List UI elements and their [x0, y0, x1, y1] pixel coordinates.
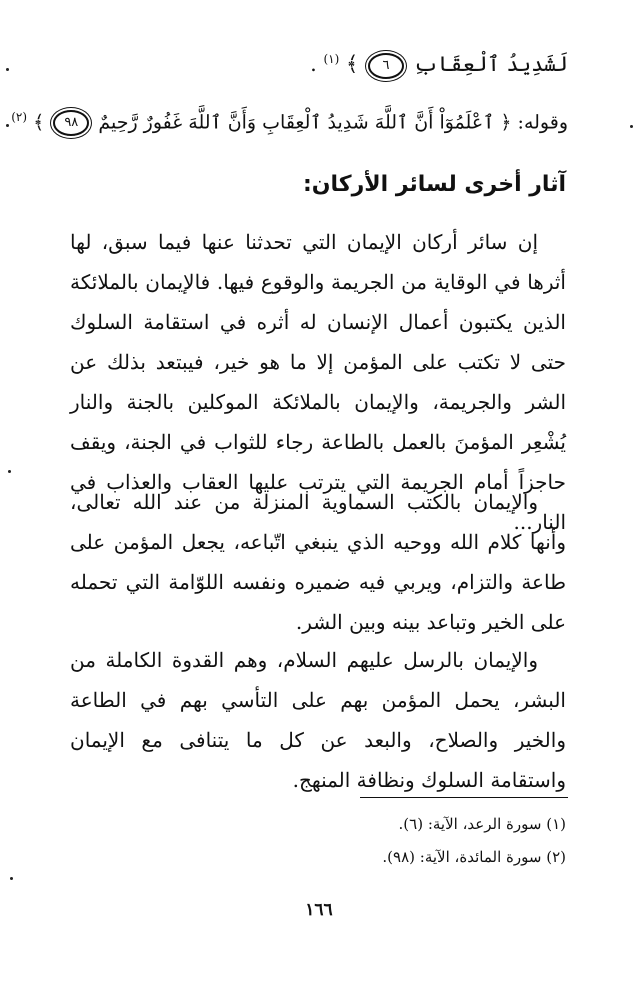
- quran-verse-line-2: [11, 110, 568, 136]
- section-heading: آثار أخرى لسائر الأركان:: [302, 172, 566, 197]
- verse-intro: وقوله:: [517, 111, 568, 134]
- scan-speck: [630, 125, 633, 128]
- scan-speck: [6, 124, 9, 127]
- scan-speck: [10, 877, 13, 880]
- footnote-separator: [360, 797, 568, 798]
- page-number: ١٦٦: [305, 900, 333, 920]
- aya-number-badge: ٦: [368, 53, 404, 79]
- paragraph-text: والإيمان بالرسل عليهم السلام، وهم القدوة الكاملة من البشر، يحمل المؤمن بهم على التأسي بهم في الطاعة والخير والصلاح، والبعد عن كل ما يتنافى مع الإيمان واستقامة السلوك ونظافة المنهج.: [70, 648, 566, 792]
- footnote-2: (٢) سورة المائدة، الآية: (٩٨).: [382, 848, 566, 866]
- paragraph-text: والإيمان بالكتب السماوية المنزلة من عند الله تعالى، وأنها كلام الله ووحيه الذي ينبغي اتّباعه، يجعل المؤمن على طاعة والتزام، ويربي فيه ضميره ونفسه اللوّامة التي تحمله على الخير وتباعد بينه وبين الشر.: [70, 490, 566, 634]
- scan-speck: [6, 68, 9, 71]
- quran-verse-line-1: لَشَدِيدُ ٱلْعِقَابِ ٦ ﴾ $^{(١)}$ .: [48, 52, 568, 79]
- scan-speck: [8, 470, 11, 473]
- quote-open-bracket: ﴿: [500, 111, 512, 134]
- paragraph-2: [70, 482, 566, 642]
- footnote-1: (١) سورة الرعد، الآية: (٦).: [398, 815, 566, 833]
- footnote-marker: (٢): [11, 110, 28, 124]
- quote-close-bracket: ﴾: [345, 52, 359, 76]
- quran-verse-text: ٱعْلَمُوٓاْ أَنَّ ٱللَّهَ شَدِيدُ ٱلْعِقَابِ وَأَنَّ ٱللَّهَ غَفُورٌ رَّحِيمٌ: [98, 111, 495, 134]
- paragraph-text: إن سائر أركان الإيمان التي تحدثنا عنها فيما سبق، لها أثرها في الوقاية من الجريمة والوقوع فيها. فالإيمان بالملائكة الذين يكتبون أعمال الإنسان له أثره في استقامة السلوك حتى لا تكتب على المؤمن إلا ما هو خير، فيبتعد بذلك عن الشر والجريمة، والإيمان بالملائكة الموكلين بالجنة والنار يُشْعِر المؤمنَ بالعمل بالطاعة رجاء للثواب في الجنة، ويقف حاجزاً أمام الجريمة التي يترتب عليها العقاب والعذاب في النار...: [70, 230, 566, 534]
- quran-verse-text: لَشَدِيدُ ٱلْعِقَابِ: [413, 52, 568, 76]
- footnote-marker: (١): [323, 52, 340, 66]
- quote-close-bracket: ﴾: [33, 111, 45, 134]
- paragraph-3: [70, 640, 566, 800]
- aya-number-badge: ٩٨: [53, 110, 89, 136]
